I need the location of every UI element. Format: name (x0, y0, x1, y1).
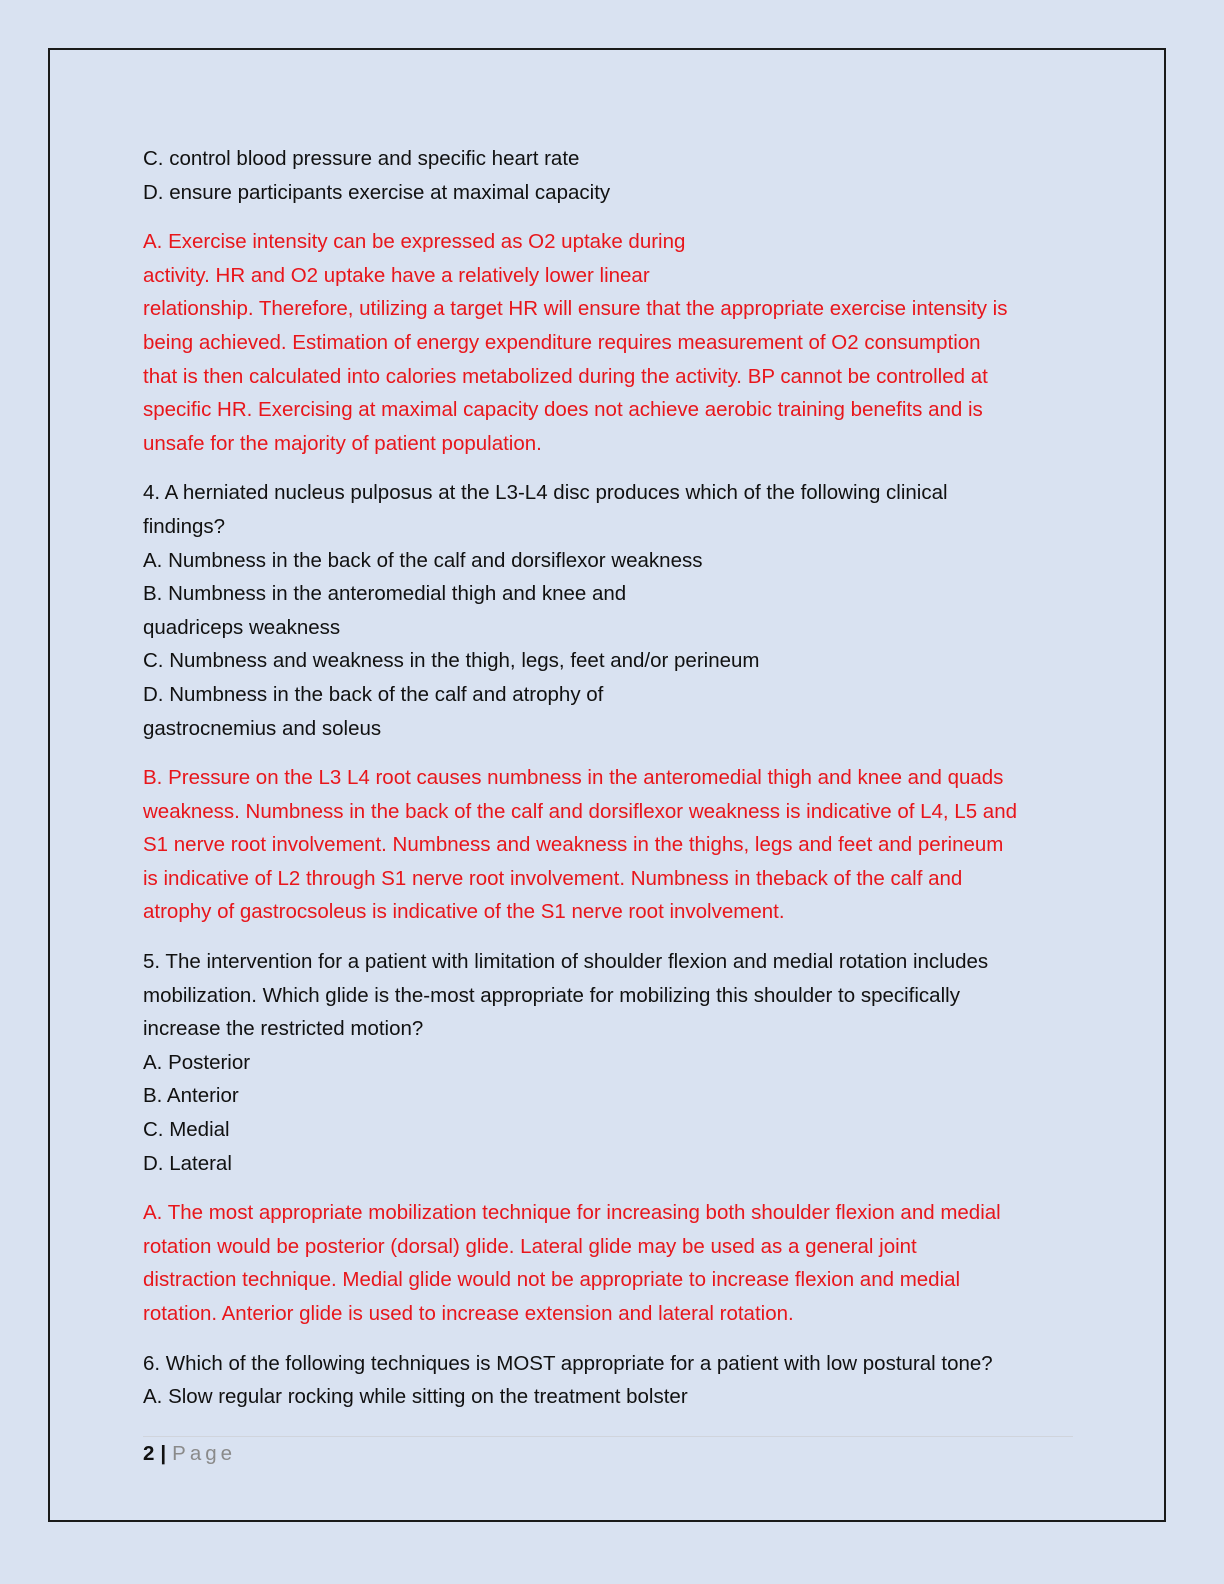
question-line: findings? (143, 514, 226, 538)
question-block (143, 1347, 1083, 1414)
question-line: increase the restricted motion? (143, 1017, 424, 1041)
answer-line: A. The most appropriate mobilization technique for increasing both shoulder flexion and medial (143, 1201, 1001, 1225)
question-line: C. Numbness and weakness in the thigh, legs, feet and/or perineum (143, 649, 760, 673)
answer-line: weakness. Numbness in the back of the calf and dorsiflexor weakness is indicative of L4, L5 and (143, 799, 1018, 823)
document-body (143, 142, 1083, 1414)
question-line: C. control blood pressure and specific heart rate (143, 147, 580, 170)
paragraph-gap (143, 745, 1083, 761)
answer-explanation (143, 225, 1083, 460)
answer-line: activity. HR and O2 uptake have a relatively lower linear (143, 263, 650, 287)
question-line: A. Posterior (143, 1050, 251, 1074)
question-line: 5. The intervention for a patient with limitation of shoulder flexion and medial rotation includes (143, 950, 989, 974)
question-block (143, 142, 1083, 209)
question-line: D. ensure participants exercise at maximal capacity (143, 180, 611, 204)
answer-line: specific HR. Exercising at maximal capacity does not achieve aerobic training benefits and is (143, 398, 983, 422)
answer-line: that is then calculated into calories metabolized during the activity. BP cannot be controlled at (143, 364, 988, 388)
answer-explanation (143, 1196, 1083, 1330)
answer-line: unsafe for the majority of patient population. (143, 431, 542, 455)
answer-line: A. Exercise intensity can be expressed as O2 uptake during (143, 230, 686, 254)
question-line: 6. Which of the following techniques is MOST appropriate for a patient with low postural tone? (143, 1351, 993, 1375)
page-label: Page (172, 1442, 237, 1465)
page-footer (143, 1440, 236, 1468)
paragraph-gap (143, 209, 1083, 225)
answer-line: rotation. Anterior glide is used to increase extension and lateral rotation. (143, 1302, 794, 1325)
question-line: B. Anterior (143, 1084, 239, 1108)
question-block (143, 476, 1083, 745)
answer-line: distraction technique. Medial glide would not be appropriate to increase flexion and medial (143, 1268, 961, 1292)
footer-divider (143, 1436, 1073, 1437)
answer-line: relationship. Therefore, utilizing a target HR will ensure that the appropriate exercise intensity is (143, 297, 1008, 321)
answer-line: S1 nerve root involvement. Numbness and weakness in the thighs, legs and feet and perineum (143, 833, 1004, 857)
paragraph-gap (143, 929, 1083, 945)
answer-line: rotation would be posterior (dorsal) glide. Lateral glide may be used as a general joint (143, 1234, 917, 1258)
paragraph-gap (143, 1331, 1083, 1347)
question-line: mobilization. Which glide is the-most appropriate for mobilizing this shoulder to specifically (143, 983, 960, 1007)
answer-line: B. Pressure on the L3 L4 root causes numbness in the anteromedial thigh and knee and quads (143, 766, 1004, 790)
paragraph-gap (143, 1180, 1083, 1196)
paragraph-gap (143, 460, 1083, 476)
page-number: 2 (143, 1442, 155, 1465)
answer-line: is indicative of L2 through S1 nerve root involvement. Numbness in theback of the calf and (143, 866, 963, 890)
answer-explanation (143, 761, 1083, 929)
footer-separator: | (160, 1442, 167, 1465)
question-line: A. Numbness in the back of the calf and dorsiflexor weakness (143, 548, 703, 572)
question-line: quadriceps weakness (143, 615, 341, 639)
answer-line: atrophy of gastrocsoleus is indicative of the S1 nerve root involvement. (143, 900, 785, 924)
question-line: D. Lateral (143, 1151, 232, 1175)
answer-line: being achieved. Estimation of energy expenditure requires measurement of O2 consumption (143, 330, 981, 354)
question-line: D. Numbness in the back of the calf and atrophy of (143, 682, 604, 706)
question-line: C. Medial (143, 1118, 230, 1142)
question-line: A. Slow regular rocking while sitting on the treatment bolster (143, 1385, 688, 1409)
question-line: gastrocnemius and soleus (143, 716, 382, 740)
question-block (143, 945, 1083, 1180)
question-line: 4. A herniated nucleus pulposus at the L3-L4 disc produces which of the following clinical (143, 481, 948, 505)
question-line: B. Numbness in the anteromedial thigh and knee and (143, 582, 627, 606)
